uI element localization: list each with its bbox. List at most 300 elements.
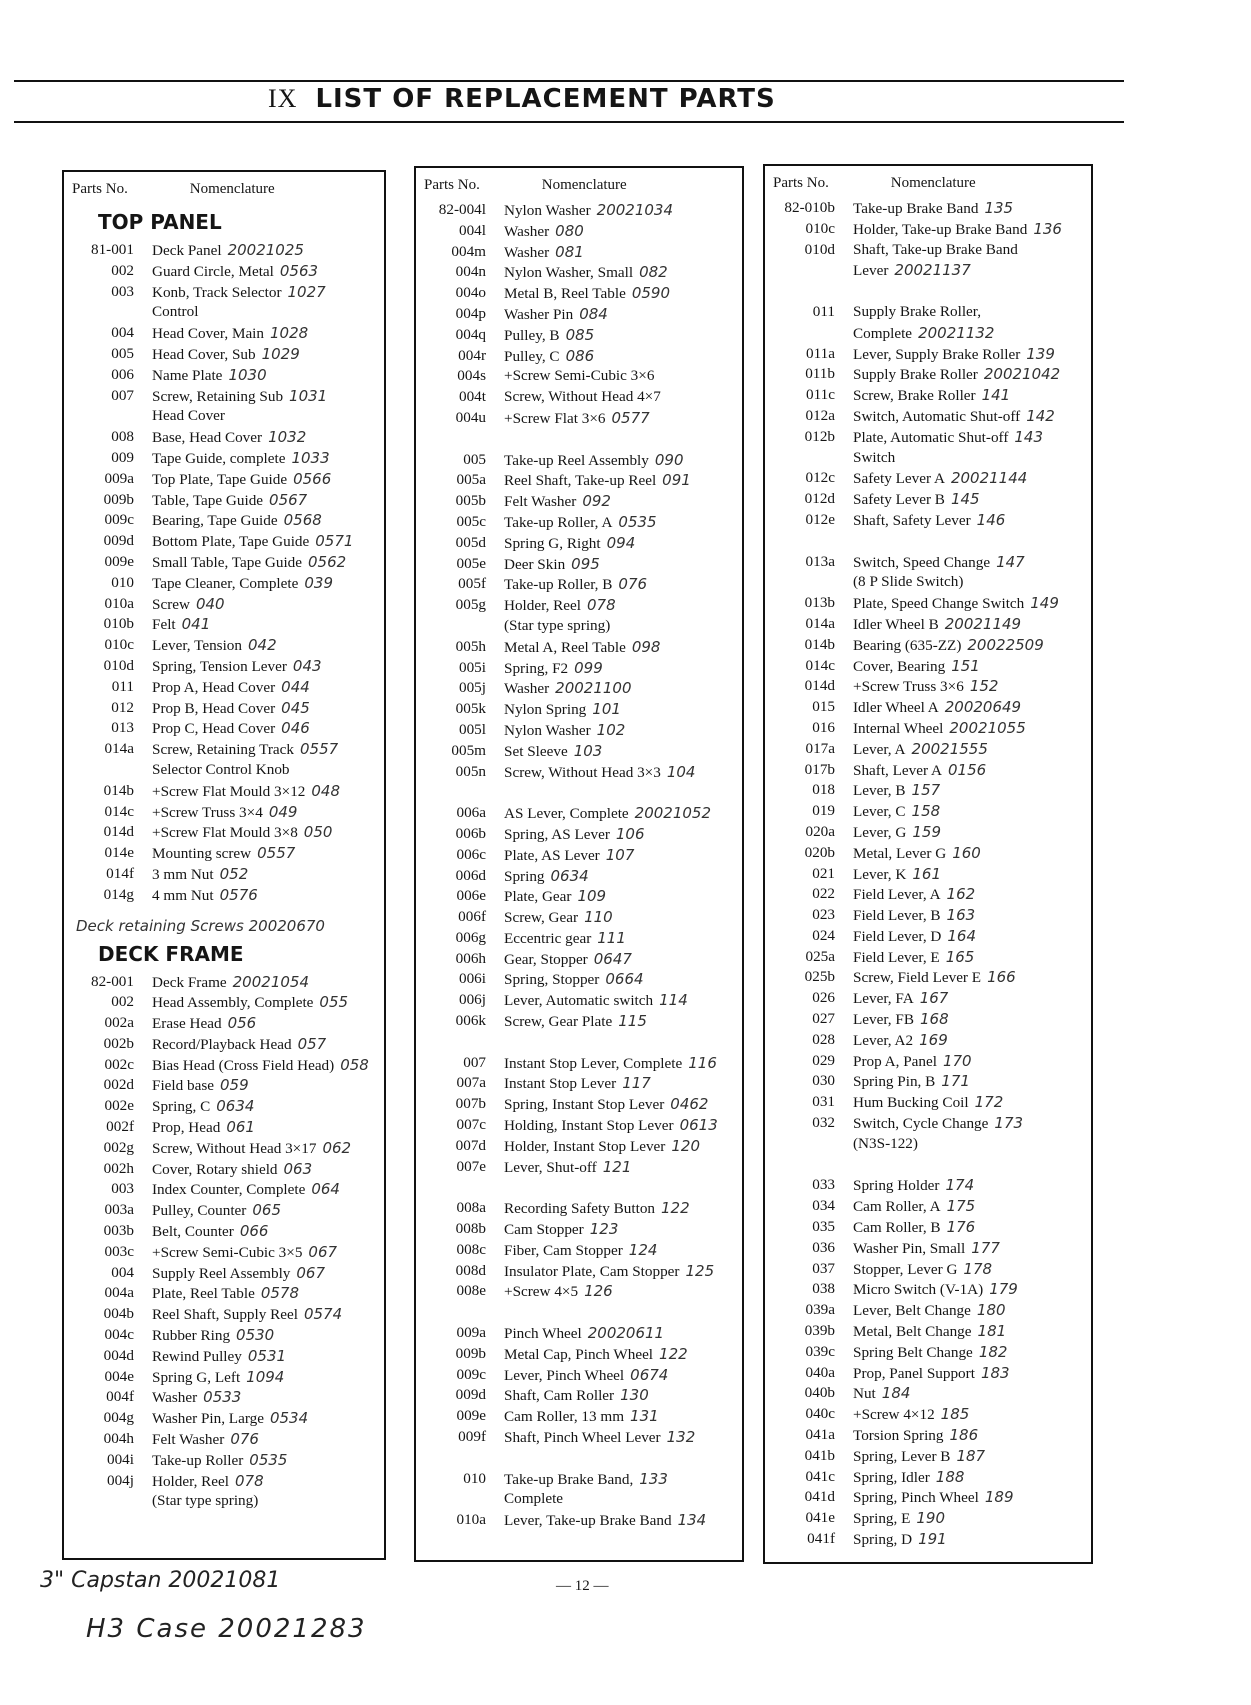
part-nomenclature [152, 864, 384, 885]
part-name: Base, Head Cover [152, 429, 263, 447]
part-name: Lever, K [853, 865, 907, 883]
handwritten-code: 1031 [289, 386, 328, 405]
part-nomenclature [504, 574, 742, 595]
handwritten-code: 0530 [236, 1326, 275, 1345]
part-name: Lever, FB [853, 1011, 914, 1029]
part-row [416, 866, 742, 887]
part-number: 006i [458, 970, 486, 988]
handwritten-code: 20021149 [944, 614, 1022, 633]
group-spacer [765, 281, 1091, 302]
part-nomenclature [853, 676, 1091, 697]
part-number: 035 [812, 1218, 835, 1236]
part-name: Washer [504, 222, 550, 240]
part-name: (8 P Slide Switch) [853, 573, 964, 591]
part-row [765, 843, 1091, 864]
part-number: 018 [812, 781, 835, 799]
part-name: Screw, Retaining Sub [152, 387, 284, 405]
part-nomenclature [152, 573, 384, 594]
part-row [765, 302, 1091, 323]
part-number: 027 [812, 1010, 835, 1028]
part-row [765, 1030, 1091, 1051]
part-name: Small Table, Tape Guide [152, 553, 302, 571]
handwritten-code: 170 [942, 1051, 972, 1070]
part-row [416, 1510, 742, 1531]
part-name: Washer [504, 243, 550, 261]
part-nomenclature [853, 864, 1091, 885]
part-nomenclature [504, 325, 742, 346]
handwritten-code: 146 [976, 510, 1006, 529]
handwritten-code: 091 [662, 471, 691, 490]
part-nomenclature [853, 593, 1091, 614]
part-number: 004t [458, 388, 486, 406]
part-number: 013 [111, 719, 134, 737]
handwritten-code: 174 [945, 1176, 975, 1195]
part-row [765, 947, 1091, 968]
part-nomenclature [853, 905, 1091, 926]
part-row [64, 1200, 384, 1221]
chapter-numeral: IX [268, 84, 298, 113]
part-number: 82-001 [90, 972, 134, 990]
handwritten-code: 061 [226, 1118, 255, 1137]
part-name: Lever, C [853, 803, 906, 821]
part-name: Take-up Roller [152, 1451, 244, 1469]
handwritten-code: 173 [994, 1114, 1024, 1133]
part-name: Spring, Tension Lever [152, 657, 287, 675]
part-number: 006g [455, 928, 486, 946]
handwritten-code: 165 [945, 947, 975, 966]
part-number: 005 [111, 344, 134, 362]
part-number: 007 [463, 1053, 486, 1071]
part-name: Head Cover [152, 407, 225, 425]
part-row [416, 262, 742, 283]
handwritten-code: 111 [597, 928, 626, 947]
part-nomenclature [504, 658, 742, 679]
part-row [765, 1238, 1091, 1259]
part-nomenclature [853, 1092, 1091, 1113]
part-number: 002b [103, 1034, 134, 1052]
part-row [416, 470, 742, 491]
part-row [64, 992, 384, 1013]
handwritten-code: 092 [582, 492, 611, 511]
part-nomenclature [152, 1055, 384, 1076]
part-name: +Screw Flat Mould 3×12 [152, 782, 306, 800]
header-parts-no: Parts No. [424, 177, 480, 193]
part-nomenclature [853, 801, 1091, 822]
handwritten-code: 0613 [679, 1116, 718, 1135]
part-nomenclature [504, 283, 742, 304]
handwritten-code: 166 [987, 968, 1016, 987]
part-number: 005k [455, 700, 486, 718]
top-panel-list [64, 240, 384, 906]
part-nomenclature [152, 469, 384, 490]
part-row [416, 325, 742, 346]
part-row [64, 614, 384, 635]
part-number: 82-004l [438, 201, 486, 218]
part-name: Shaft, Cam Roller [504, 1387, 615, 1405]
part-nomenclature [504, 1115, 742, 1136]
part-number: 007b [455, 1095, 486, 1113]
part-number: 026 [812, 989, 835, 1007]
handwritten-code: 064 [311, 1180, 340, 1199]
part-number: 006a [456, 804, 486, 822]
part-number: 004s [457, 367, 486, 385]
part-number: 013b [804, 594, 835, 612]
part-name: Nylon Spring [504, 701, 587, 719]
handwritten-code: 085 [565, 325, 595, 344]
part-name: Spring, Instant Stop Lever [504, 1096, 665, 1114]
part-nomenclature [504, 366, 742, 387]
handwritten-code: 086 [565, 346, 595, 365]
part-name: Spring, F2 [504, 659, 569, 677]
part-name: Tape Guide, complete [152, 449, 286, 467]
part-name: Tape Cleaner, Complete [152, 574, 299, 592]
part-nomenclature [152, 1491, 384, 1512]
part-row [416, 1240, 742, 1261]
part-name: Holder, Instant Stop Lever [504, 1137, 666, 1155]
handwritten-code: 0647 [593, 949, 632, 968]
part-number: 041d [804, 1488, 835, 1506]
part-nomenclature [853, 219, 1091, 240]
part-nomenclature [152, 323, 384, 344]
part-row [64, 240, 384, 261]
part-nomenclature [853, 656, 1091, 677]
part-number: 040b [804, 1384, 835, 1402]
part-name: Cover, Bearing [853, 657, 946, 675]
part-nomenclature [504, 1240, 742, 1261]
part-name: Felt [152, 616, 176, 634]
part-number: 002a [104, 1014, 134, 1032]
part-row [416, 616, 742, 637]
handwritten-code: 0566 [293, 469, 332, 488]
part-name: Metal B, Reel Table [504, 285, 626, 303]
part-number: 009f [458, 1428, 486, 1446]
part-nomenclature [853, 448, 1091, 469]
part-name: Screw, Field Lever E [853, 969, 982, 987]
part-row [64, 1179, 384, 1200]
handwritten-code: 124 [628, 1240, 658, 1259]
part-row [64, 739, 384, 760]
part-row [765, 905, 1091, 926]
handwritten-code: 078 [235, 1471, 264, 1490]
part-nomenclature [853, 822, 1091, 843]
part-row [416, 387, 742, 408]
part-row [765, 510, 1091, 531]
part-nomenclature [853, 552, 1091, 573]
part-name: Nut [853, 1385, 876, 1403]
part-row [64, 365, 384, 386]
handwritten-code: 094 [606, 533, 636, 552]
part-name: Screw, Gear Plate [504, 1013, 613, 1031]
part-row [765, 593, 1091, 614]
group-spacer [416, 429, 742, 450]
part-number: 003 [111, 282, 134, 300]
part-row [64, 594, 384, 615]
handwritten-code: 084 [579, 304, 608, 323]
part-nomenclature [152, 261, 384, 282]
part-number: 011c [806, 386, 835, 404]
part-nomenclature [152, 344, 384, 365]
part-nomenclature [504, 1053, 742, 1074]
part-number: 007a [456, 1074, 486, 1092]
part-row [64, 1159, 384, 1180]
handwritten-code: 107 [605, 845, 635, 864]
part-nomenclature [152, 365, 384, 386]
part-nomenclature [504, 1406, 742, 1427]
handwritten-code: 048 [311, 781, 341, 800]
handwritten-code: 0634 [550, 866, 589, 885]
part-row [765, 489, 1091, 510]
handwritten-code: 122 [659, 1344, 688, 1363]
handwritten-code: 180 [976, 1301, 1006, 1320]
part-nomenclature [504, 1261, 742, 1282]
part-number: 041c [805, 1467, 835, 1485]
part-number: 014d [804, 677, 835, 695]
part-row [765, 385, 1091, 406]
part-nomenclature [152, 490, 384, 511]
handwritten-code: 109 [577, 887, 607, 906]
handwritten-code: 172 [974, 1093, 1004, 1112]
part-nomenclature [152, 386, 384, 407]
part-row [416, 928, 742, 949]
part-nomenclature [504, 1469, 742, 1490]
part-nomenclature [504, 1365, 742, 1386]
handwritten-code: 0576 [219, 885, 258, 904]
handwritten-code: 145 [950, 490, 980, 509]
part-number: 010c [104, 636, 134, 654]
handwritten-code: 067 [308, 1242, 338, 1261]
part-row [64, 386, 384, 407]
part-number: 041e [805, 1509, 835, 1527]
part-name: Fiber, Cam Stopper [504, 1241, 623, 1259]
part-name: Set Sleeve [504, 742, 568, 760]
part-nomenclature [853, 926, 1091, 947]
part-row [64, 972, 384, 993]
handwritten-code: 044 [281, 677, 310, 696]
part-number: 009d [103, 532, 134, 550]
part-number: 005l [458, 720, 486, 738]
part-name: Shaft, Safety Lever [853, 511, 971, 529]
part-nomenclature [504, 1385, 742, 1406]
part-name: Spring, Lever B [853, 1447, 951, 1465]
part-row [416, 720, 742, 741]
part-number: 039b [804, 1322, 835, 1340]
part-name: Bottom Plate, Tape Guide [152, 533, 310, 551]
part-nomenclature [853, 884, 1091, 905]
part-nomenclature [504, 907, 742, 928]
part-row [765, 1134, 1091, 1155]
part-name: Shaft, Pinch Wheel Lever [504, 1429, 661, 1447]
handwritten-code: 186 [949, 1426, 979, 1445]
part-nomenclature [504, 1219, 742, 1240]
part-name: Lever, Belt Change [853, 1302, 971, 1320]
handwritten-code: 0567 [269, 490, 308, 509]
part-row [765, 448, 1091, 469]
part-name: Take-up Roller, A [504, 513, 613, 531]
part-nomenclature [152, 760, 384, 781]
handwritten-code: 042 [248, 636, 277, 655]
part-name: Index Counter, Complete [152, 1181, 306, 1199]
part-number: 040a [805, 1363, 835, 1381]
part-name: Belt, Counter [152, 1223, 234, 1241]
part-nomenclature [152, 302, 384, 323]
part-nomenclature [152, 1263, 384, 1284]
part-number: 009a [104, 469, 134, 487]
part-nomenclature [504, 1094, 742, 1115]
part-name: Prop C, Head Cover [152, 720, 276, 738]
part-row [416, 1198, 742, 1219]
part-row [416, 741, 742, 762]
handwritten-code: 20021132 [918, 323, 995, 342]
part-row [416, 1365, 742, 1386]
part-number: 006d [455, 866, 486, 884]
part-nomenclature [504, 304, 742, 325]
part-name: (N3S-122) [853, 1134, 918, 1152]
header-nomenclature: Nomenclature [541, 177, 627, 193]
part-row [765, 1383, 1091, 1404]
part-number: 041b [804, 1446, 835, 1464]
part-row [64, 344, 384, 365]
part-name: Name Plate [152, 366, 223, 384]
handwritten-footer-note: 3" Capstan 20021081 [40, 1568, 281, 1593]
part-number: 005b [455, 492, 486, 510]
part-nomenclature [504, 1157, 742, 1178]
part-name: Insulator Plate, Cam Stopper [504, 1262, 680, 1280]
handwritten-code: 188 [935, 1467, 965, 1486]
part-row [416, 1094, 742, 1115]
part-nomenclature [853, 1487, 1091, 1508]
part-row [765, 1196, 1091, 1217]
part-number: 010b [103, 615, 134, 633]
handwritten-code: 187 [956, 1446, 986, 1465]
part-nomenclature [152, 614, 384, 635]
part-row [765, 926, 1091, 947]
part-nomenclature [853, 385, 1091, 406]
part-row [765, 572, 1091, 593]
part-number: 002 [111, 261, 134, 279]
part-row [64, 1408, 384, 1429]
part-name: Pulley, C [504, 347, 560, 365]
part-nomenclature [504, 616, 742, 637]
part-row [64, 510, 384, 531]
part-nomenclature [504, 491, 742, 512]
part-name: Supply Brake Roller, [853, 302, 982, 320]
part-number: 010d [103, 656, 134, 674]
part-name: Spring G, Right [504, 534, 601, 552]
handwritten-code: 136 [1033, 219, 1062, 238]
handwritten-code: 152 [969, 677, 999, 696]
part-name: Instant Stop Lever [504, 1075, 617, 1093]
part-number: 005m [451, 741, 486, 759]
part-nomenclature [504, 470, 742, 491]
part-nomenclature [152, 1367, 384, 1388]
part-name: Head Assembly, Complete [152, 994, 314, 1012]
part-row [64, 656, 384, 677]
part-nomenclature [853, 1051, 1091, 1072]
handwritten-code: 183 [980, 1363, 1010, 1382]
part-nomenclature [504, 990, 742, 1011]
part-row [64, 490, 384, 511]
part-row [765, 1529, 1091, 1550]
part-name: +Screw Flat 3×6 [504, 409, 606, 427]
part-nomenclature [152, 885, 384, 906]
part-nomenclature [152, 802, 384, 823]
part-row [64, 760, 384, 781]
handwritten-code: 181 [977, 1322, 1007, 1341]
part-name: Field Lever, E [853, 948, 940, 966]
part-number: 004j [106, 1471, 134, 1489]
part-number: 002g [103, 1138, 134, 1156]
part-number: 005h [455, 637, 486, 655]
handwritten-code: 157 [911, 781, 941, 800]
part-number: 008d [455, 1261, 486, 1279]
part-nomenclature [504, 949, 742, 970]
part-nomenclature [853, 1321, 1091, 1342]
part-name: Plate, Reel Table [152, 1285, 255, 1303]
part-number: 038 [812, 1280, 835, 1298]
handwritten-code: 1030 [228, 365, 267, 384]
part-number: 003a [104, 1201, 134, 1219]
part-name: Cover, Rotary shield [152, 1160, 278, 1178]
part-name: Take-up Brake Band [853, 200, 979, 217]
part-number: 004u [455, 408, 486, 426]
part-nomenclature [152, 1200, 384, 1221]
part-nomenclature [504, 762, 742, 783]
part-name: Idler Wheel A [853, 699, 939, 717]
part-row [765, 240, 1091, 261]
handwritten-code: 102 [596, 720, 626, 739]
part-row [416, 1011, 742, 1032]
part-name: Spring, Pinch Wheel [853, 1489, 979, 1507]
part-number: 006j [458, 991, 486, 1009]
part-row [765, 427, 1091, 448]
part-name: Take-up Brake Band, [504, 1470, 634, 1488]
part-nomenclature [853, 572, 1091, 593]
handwritten-code: 050 [303, 823, 333, 842]
part-name: Safety Lever B [853, 491, 945, 509]
part-number: 007d [455, 1136, 486, 1154]
part-row [765, 1446, 1091, 1467]
handwritten-code: 20021042 [983, 365, 1061, 384]
part-nomenclature [152, 1013, 384, 1034]
part-number: 005a [456, 471, 486, 489]
part-number: 002e [104, 1097, 134, 1115]
part-number: 008b [455, 1220, 486, 1238]
part-number: 006 [111, 365, 134, 383]
handwritten-code: 067 [296, 1263, 326, 1282]
part-name: Screw [152, 595, 190, 613]
part-number: 005i [458, 658, 486, 676]
part-name: Field base [152, 1077, 215, 1095]
part-number: 020b [804, 843, 835, 861]
part-nomenclature [152, 677, 384, 698]
part-number: 016 [812, 718, 835, 736]
part-row [64, 427, 384, 448]
part-number: 012e [805, 510, 835, 528]
part-row [416, 1053, 742, 1074]
part-nomenclature [504, 824, 742, 845]
part-number: 006h [455, 949, 486, 967]
part-nomenclature [853, 1300, 1091, 1321]
part-row [64, 677, 384, 698]
part-number: 012a [805, 406, 835, 424]
column-header [416, 170, 742, 200]
handwritten-code: 20020611 [587, 1324, 665, 1343]
part-number: 81-001 [90, 241, 134, 258]
handwritten-code: 065 [252, 1201, 281, 1220]
part-nomenclature [853, 1113, 1091, 1134]
part-nomenclature [152, 427, 384, 448]
part-name: Spring, E [853, 1510, 911, 1528]
